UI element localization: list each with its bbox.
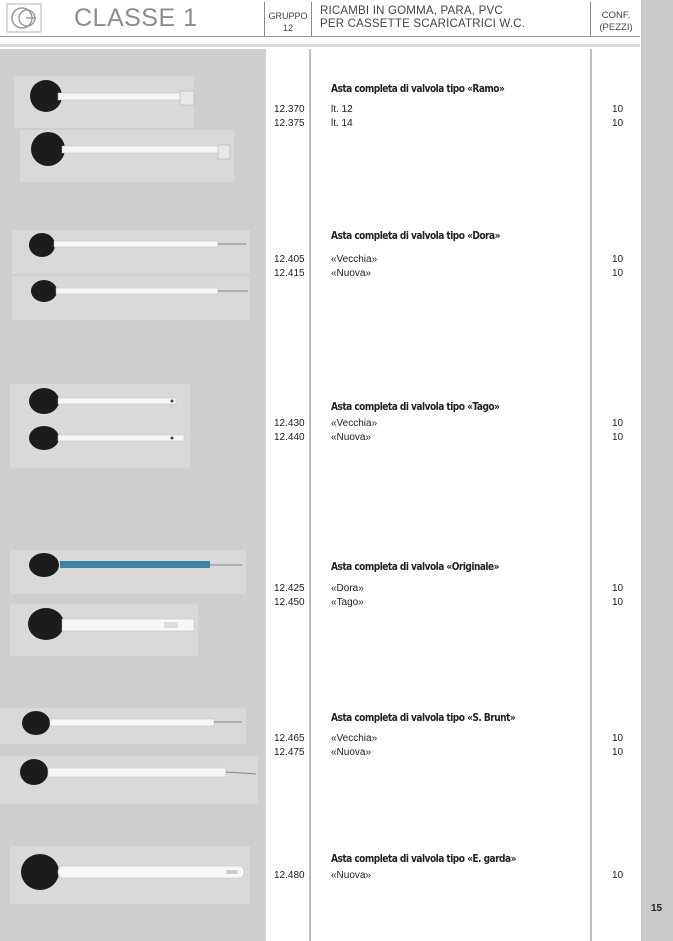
valve-rod-image — [8, 756, 258, 800]
pack-quantity: 10 — [612, 118, 624, 129]
pack-quantity: 10 — [612, 254, 624, 265]
description-line-1: RICAMBI IN GOMMA, PARA, PVC — [320, 5, 503, 17]
pack-quantity: 10 — [612, 104, 624, 115]
product-variant: «Nuova» — [331, 268, 372, 279]
pezzi-label: (PEZZI) — [599, 22, 633, 33]
brand-logo-icon — [6, 3, 42, 33]
product-variant: lt. 12 — [331, 104, 353, 115]
product-title: Asta completa di valvola tipo «Ramo» — [331, 83, 505, 95]
pack-quantity: 10 — [612, 733, 624, 744]
header-rule — [0, 36, 640, 37]
conf-label: CONF. — [601, 10, 631, 21]
valve-rod-image — [26, 276, 250, 316]
gruppo-number: 12 — [282, 23, 293, 33]
product-variant: «Vecchia» — [331, 733, 378, 744]
valve-rod-image — [26, 384, 188, 420]
pack-quantity: 10 — [612, 870, 624, 881]
product-title: Asta completa di valvola tipo «S. Brunt» — [331, 712, 516, 724]
header-description — [320, 5, 525, 31]
product-code: 12.370 — [274, 104, 305, 115]
pack-quantity: 10 — [612, 268, 624, 279]
column-divider — [590, 49, 592, 941]
valve-rod-image — [24, 130, 238, 180]
product-code: 12.415 — [274, 268, 305, 279]
product-variant: «Vecchia» — [331, 254, 378, 265]
header-divider — [590, 2, 591, 36]
product-code: 12.440 — [274, 432, 305, 443]
product-code: 12.425 — [274, 583, 305, 594]
pack-quantity: 10 — [612, 597, 624, 608]
product-variant: «Vecchia» — [331, 418, 378, 429]
pack-quantity: 10 — [612, 583, 624, 594]
page-number: 15 — [651, 903, 663, 914]
product-variant: «Nuova» — [331, 432, 372, 443]
product-code: 12.465 — [274, 733, 305, 744]
page-edge-band — [641, 0, 673, 941]
pack-quantity: 10 — [612, 418, 624, 429]
header-band — [0, 44, 640, 47]
class-title: CLASSE 1 — [74, 4, 198, 32]
valve-rod-image — [26, 604, 198, 654]
product-code: 12.375 — [274, 118, 305, 129]
group-label — [268, 10, 308, 34]
product-title: Asta completa di valvola «Originale» — [331, 561, 499, 573]
product-code: 12.405 — [274, 254, 305, 265]
valve-rod-image — [20, 76, 200, 126]
pack-quantity: 10 — [612, 747, 624, 758]
product-title: Asta completa di valvola tipo «Dora» — [331, 230, 500, 242]
header-divider — [311, 2, 312, 36]
gruppo-label: GRUPPO — [268, 11, 308, 21]
product-image-column — [0, 49, 266, 941]
valve-rod-image — [10, 708, 246, 744]
valve-rod-image — [26, 422, 188, 462]
description-line-2: PER CASSETTE SCARICATRICI W.C. — [320, 18, 526, 30]
valve-rod-image — [18, 846, 250, 902]
valve-rod-image — [26, 230, 250, 270]
column-divider — [309, 49, 311, 941]
product-variant: «Dora» — [331, 583, 364, 594]
product-code: 12.430 — [274, 418, 305, 429]
product-code: 12.475 — [274, 747, 305, 758]
pack-quantity: 10 — [612, 432, 624, 443]
product-variant: «Nuova» — [331, 870, 372, 881]
product-variant: lt. 14 — [331, 118, 353, 129]
product-variant: «Nuova» — [331, 747, 372, 758]
product-code: 12.450 — [274, 597, 305, 608]
product-code: 12.480 — [274, 870, 305, 881]
valve-rod-image — [24, 550, 246, 590]
product-title: Asta completa di valvola tipo «Tago» — [331, 401, 500, 413]
pack-size-header — [594, 10, 638, 34]
header-divider — [264, 2, 265, 36]
product-title: Asta completa di valvola tipo «E. garda» — [331, 853, 516, 865]
product-variant: «Tago» — [331, 597, 364, 608]
